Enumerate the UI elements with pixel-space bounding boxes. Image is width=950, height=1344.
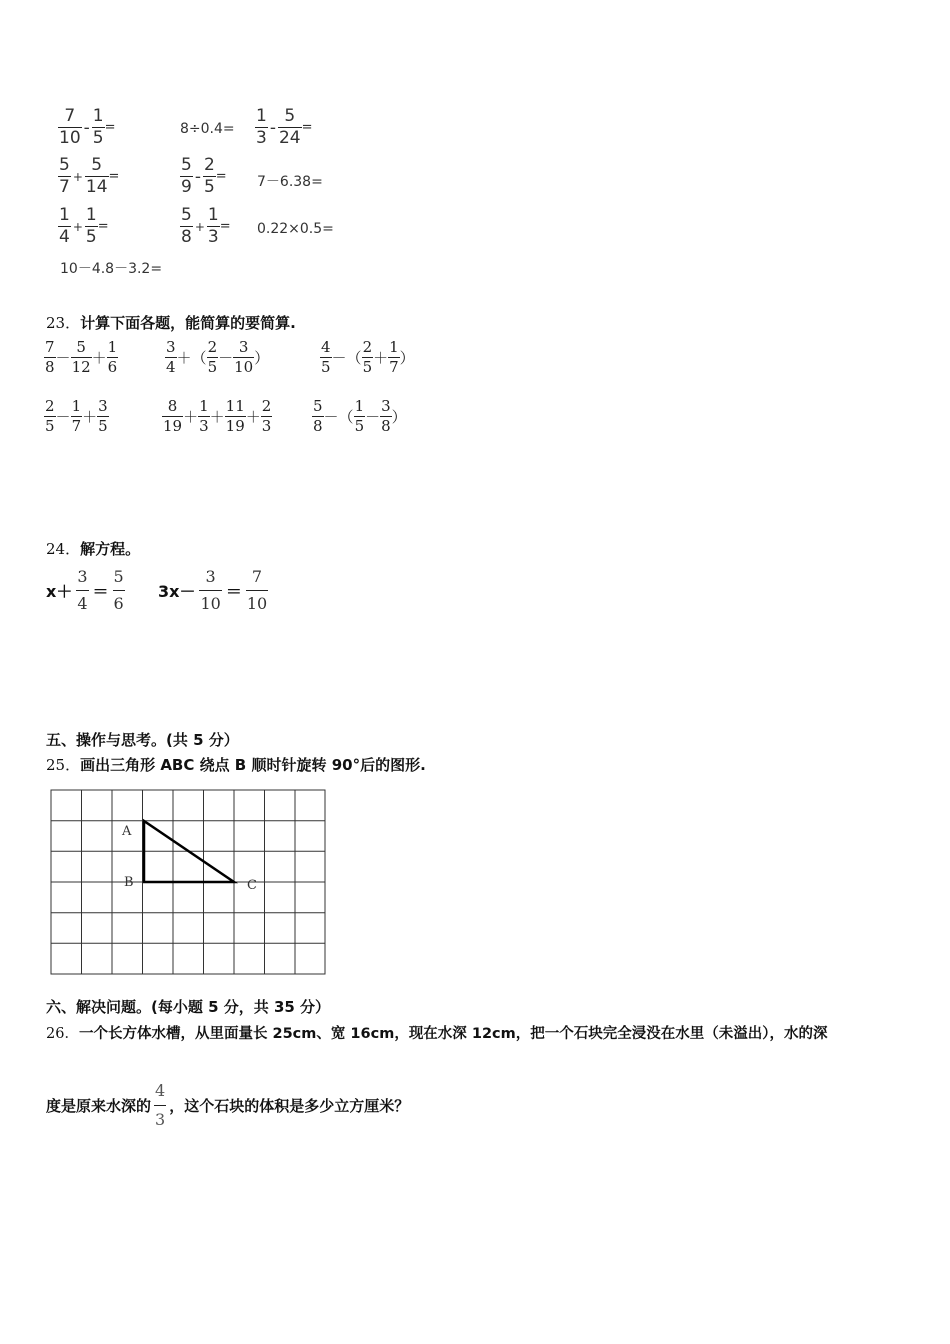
calc-expression: 7－6.38= (257, 174, 323, 190)
calc-expression: 10－4.8－3.2= (60, 261, 163, 277)
calc-expression: 8÷0.4= (180, 121, 235, 137)
calc-row-3b: $\frac{5}{8}$ + $\frac{1}{3}$ = (181, 205, 231, 247)
calc-row-2: $\frac{5}{7}$ + $\frac{5}{14}$ = (59, 155, 120, 197)
vertex-label-c: C (247, 878, 257, 893)
q23-expression-6: $\frac{5}{8}$ －（ $\frac{1}{5}$ － $\frac{3}{8}$ ） (313, 397, 407, 435)
vertex-label-a: A (122, 824, 132, 839)
calc-row-2b: $\frac{5}{9}$ - $\frac{2}{5}$ = (181, 155, 227, 197)
q23-expression-2: $\frac{3}{4}$ ＋（ $\frac{2}{5}$ － $\frac{3}{10}$ ） (166, 338, 270, 376)
q23-expression-1: $\frac{7}{8}$ － $\frac{5}{12}$ ＋ $\frac{1}{6}$ (45, 338, 118, 376)
calc-row-1b: $\frac{1}{3}$ - $\frac{5}{24}$ = (256, 106, 313, 148)
section-5-heading: 五、操作与思考。(共 5 分） (46, 731, 239, 749)
question-25-title: 25．画出三角形 ABC 绕点 B 顺时针旋转 90°后的图形. (46, 756, 426, 774)
grid-figure (50, 789, 328, 977)
equation-1: x＋ $\frac{3}{4}$ ＝ $\frac{5}{6}$ (46, 567, 124, 613)
calc-row-3: $\frac{1}{4}$ + $\frac{1}{5}$ = (59, 205, 109, 247)
question-24-title: 24．解方程。 (46, 540, 141, 558)
calc-expression: 0.22×0.5= (257, 221, 334, 237)
q23-expression-3: $\frac{4}{5}$ －（ $\frac{2}{5}$ ＋ $\frac{1}{7}$ ） (321, 338, 415, 376)
question-26-line-1: 26．一个长方体水槽，从里面量长 25cm、宽 16cm，现在水深 12cm，把一个石块完全浸没在水里（未溢出），水的深 (46, 1026, 828, 1042)
fraction: $\frac{1}{5}$ (92, 106, 104, 148)
section-6-heading: 六、解决问题。(每小题 5 分，共 35 分） (46, 998, 331, 1016)
fraction: $\frac{4}{3}$ (155, 1081, 166, 1129)
q23-expression-4: $\frac{2}{5}$ － $\frac{1}{7}$ ＋ $\frac{3}{5}$ (45, 397, 108, 435)
fraction: $\frac{7}{10}$ (59, 106, 81, 148)
equation-2: 3x－ $\frac{3}{10}$ ＝ $\frac{7}{10}$ (158, 567, 268, 613)
calc-row-1: $\frac{7}{10}$ - $\frac{1}{5}$ = (59, 106, 116, 148)
vertex-label-b: B (124, 875, 134, 890)
question-26-line-2: 度是原来水深的 $\frac{4}{3}$ ，这个石块的体积是多少立方厘米？ (46, 1081, 410, 1129)
question-23-title: 23．计算下面各题，能简算的要简算. (46, 314, 296, 332)
q23-expression-5: $\frac{8}{19}$ ＋ $\frac{1}{3}$ ＋ $\frac{11}{19}$ ＋ $\frac{2}{3}$ (163, 397, 272, 435)
